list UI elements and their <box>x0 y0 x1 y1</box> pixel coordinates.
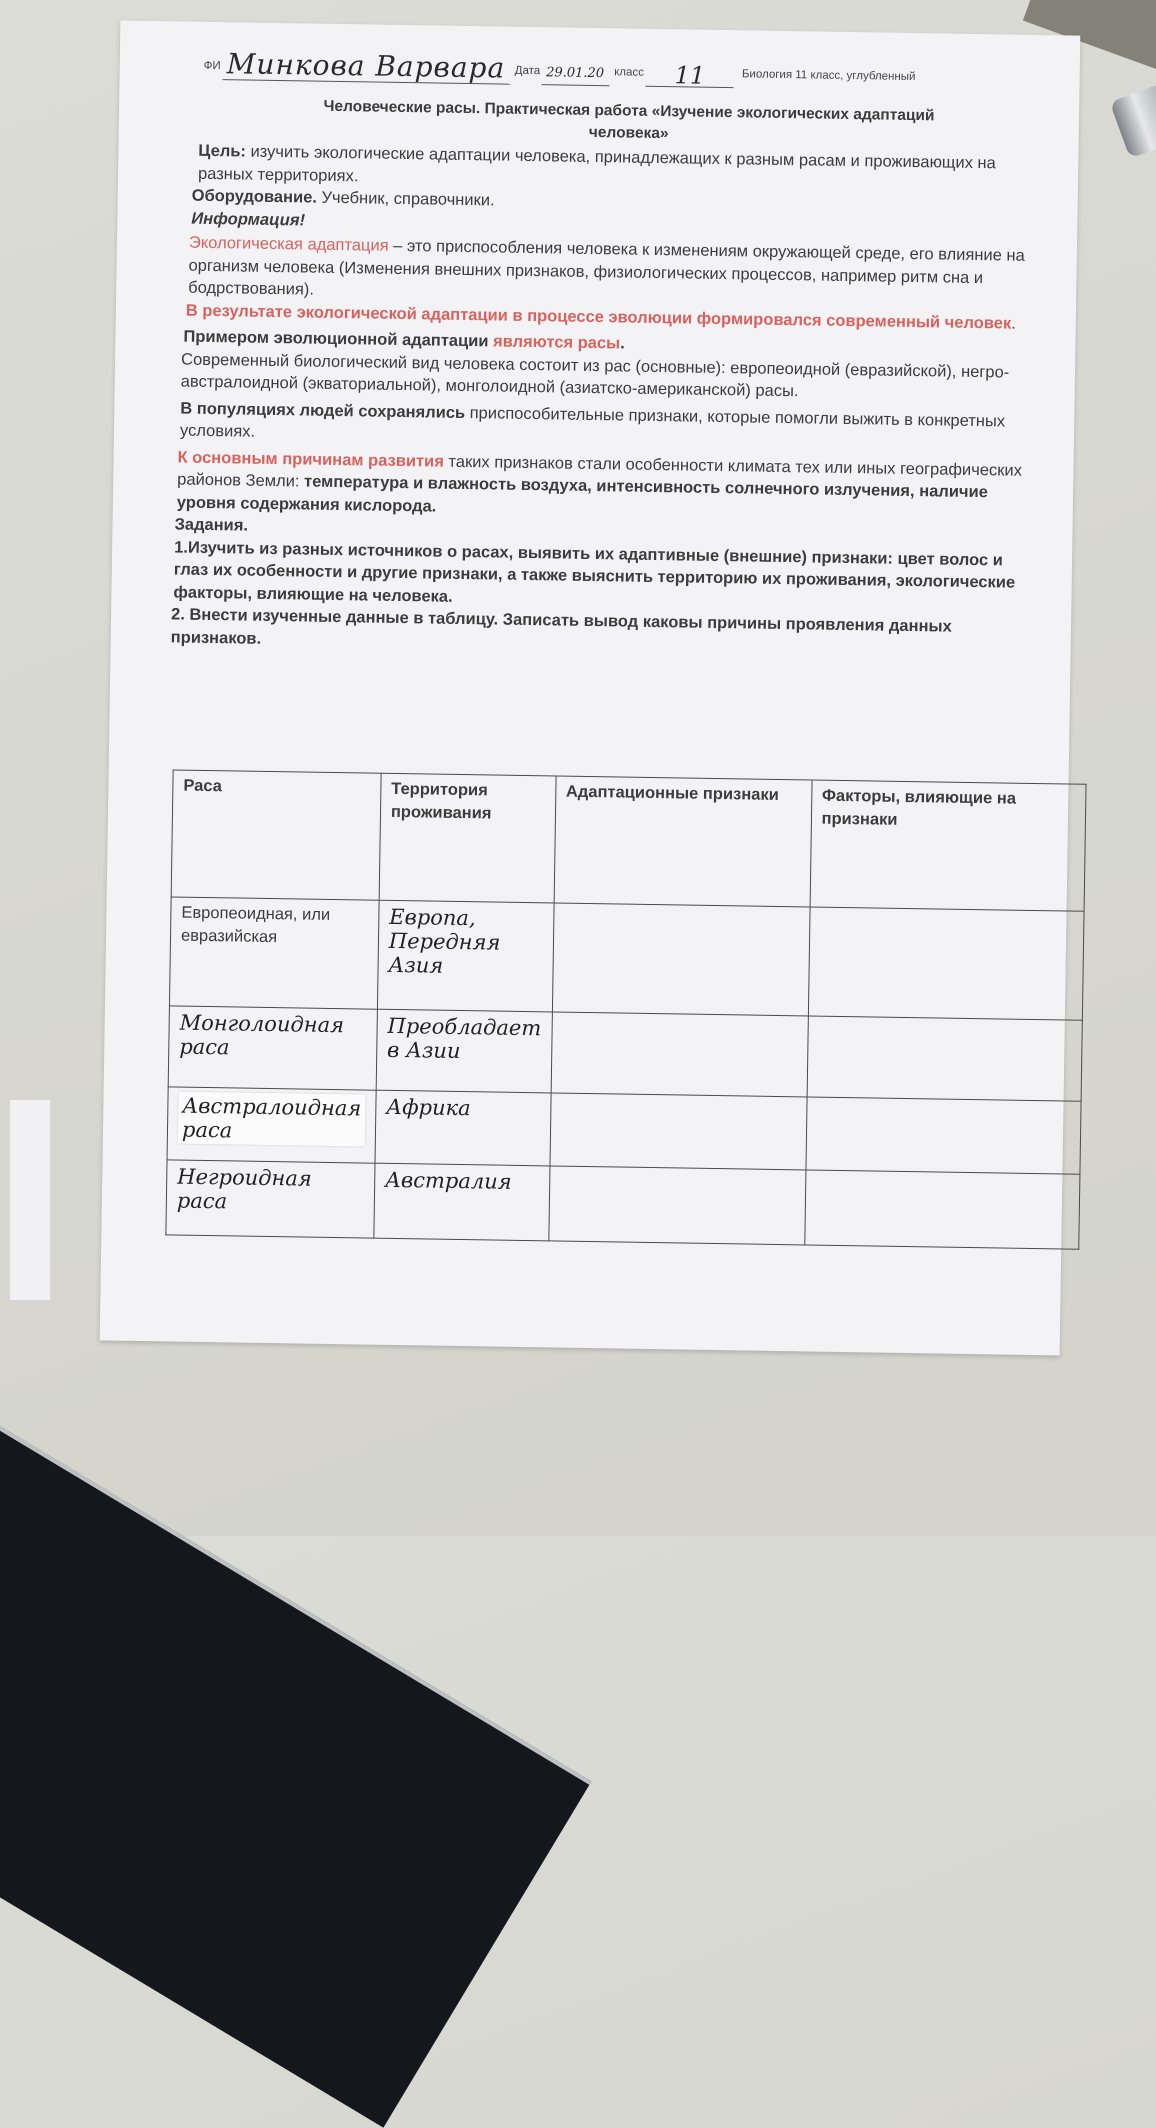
info-label: Информация! <box>191 209 306 229</box>
territory-cell[interactable]: Африка <box>375 1090 551 1166</box>
territory-cell[interactable]: Европа, Передняя Азия <box>377 900 553 1012</box>
traits-cell[interactable] <box>552 903 810 1016</box>
worksheet-page <box>100 21 1081 1356</box>
factors-cell[interactable] <box>808 907 1084 1020</box>
causes-bold: температура и влажность воздуха, интенсивность солнечного излучения, наличие уровня содержания кислорода. <box>176 472 988 516</box>
tasks-label: Задания. <box>174 515 249 535</box>
population-bold: В популяциях людей сохранялись <box>180 399 466 422</box>
correction-tape: Австралоидная раса <box>178 1092 366 1147</box>
paper-edge <box>10 1100 50 1300</box>
worksheet-content <box>170 39 1040 1214</box>
eco-def-text: – это приспособления человека к изменениям окружающей среде, его влияние на организм человека (Изменения внешних признаков, физиологических процессов, например ритм сна и бодрствования). <box>188 236 1025 299</box>
equipment-label: Оборудование. <box>191 186 318 207</box>
goal-label: Цель: <box>198 141 247 161</box>
example-end: . <box>620 334 625 353</box>
factors-cell[interactable] <box>807 1016 1083 1101</box>
race-cell[interactable] <box>167 1087 376 1163</box>
laptop-corner <box>0 1390 591 2128</box>
date-field[interactable]: 29.01.20 <box>542 62 610 87</box>
goal-text: изучить экологические адаптации человека, принадлежащих к разным расам и проживающих на разных территориях. <box>197 142 996 185</box>
result-end: . <box>1011 314 1016 333</box>
race-cell[interactable]: Негроидная раса <box>166 1160 375 1238</box>
header-territory: Территория проживания <box>379 773 556 903</box>
traits-cell[interactable] <box>551 1012 808 1097</box>
population-text: приспособительные признаки, которые помогли выжить в конкретных условиях. <box>179 403 1006 441</box>
example-bold: Примером эволюционной адаптации <box>183 327 494 351</box>
subject-text: Биология 11 класс, углубленный <box>741 67 916 83</box>
result-text: В результате экологической адаптации в процессе эволюции формировался современный человек <box>185 301 1012 333</box>
race-cell[interactable]: Европеоидная, или евразийская <box>169 897 379 1009</box>
territory-cell[interactable]: Преобладает в Азии <box>376 1009 552 1093</box>
territory-cell[interactable]: Австралия <box>374 1163 550 1241</box>
eco-term: Экологическая адаптация <box>188 233 389 255</box>
name-label: ФИ <box>203 59 221 72</box>
table-row <box>168 1006 1082 1101</box>
header-traits: Адаптационные признаки <box>554 776 812 907</box>
causes-red: К основным причинам развития <box>177 447 445 471</box>
modern-paragraph: Современный биологический вид человека состоит из рас (основные): европеоидной (евразийской), негро-австралоидной (экваториальной), монголоидной (азиатско-американской) расы. <box>180 350 1010 401</box>
date-label: Дата <box>514 64 541 77</box>
factors-cell[interactable] <box>804 1170 1080 1249</box>
causes-paragraph <box>177 446 1034 527</box>
header-factors: Факторы, влияющие на признаки <box>810 780 1086 911</box>
title-line-1: Человеческие расы. Практическая работа «Изучение экологических адаптаций <box>323 97 935 125</box>
task-2: 2. Внести изученные данные в таблицу. Записать вывод каковы причины проявления данных признаков. <box>170 605 952 648</box>
equipment-text: Учебник, справочники. <box>316 188 495 210</box>
class-label: класс <box>614 65 645 79</box>
traits-cell[interactable] <box>550 1093 807 1170</box>
title-line-2: человека» <box>588 123 669 143</box>
table-row <box>166 1160 1080 1249</box>
table-header-row <box>171 770 1086 911</box>
traits-cell[interactable] <box>548 1166 805 1245</box>
task-1: 1.Изучить из разных источников о расах, выявить их адаптивные (внешние) признаки: цвет волос и глаз их особенности и другие признаки, а также выяснить территорию их проживания, экологические факторы, влияющие на человека. <box>173 537 1016 606</box>
population-paragraph <box>180 397 1035 455</box>
pen-cap <box>1110 82 1156 159</box>
table-row <box>169 897 1084 1020</box>
class-field[interactable]: 11 <box>646 63 734 88</box>
header-race: Раса <box>171 770 381 900</box>
student-header <box>200 40 1041 93</box>
race-cell[interactable]: Монголоидная раса <box>168 1006 377 1090</box>
races-table <box>165 769 1086 1249</box>
name-field[interactable]: Минкова Варвара <box>223 49 511 85</box>
causes-text: таких признаков стали особенности климата тех или иных географических районов Земли: <box>177 452 1023 491</box>
factors-cell[interactable] <box>806 1097 1082 1174</box>
example-red: являются расы <box>492 332 621 353</box>
